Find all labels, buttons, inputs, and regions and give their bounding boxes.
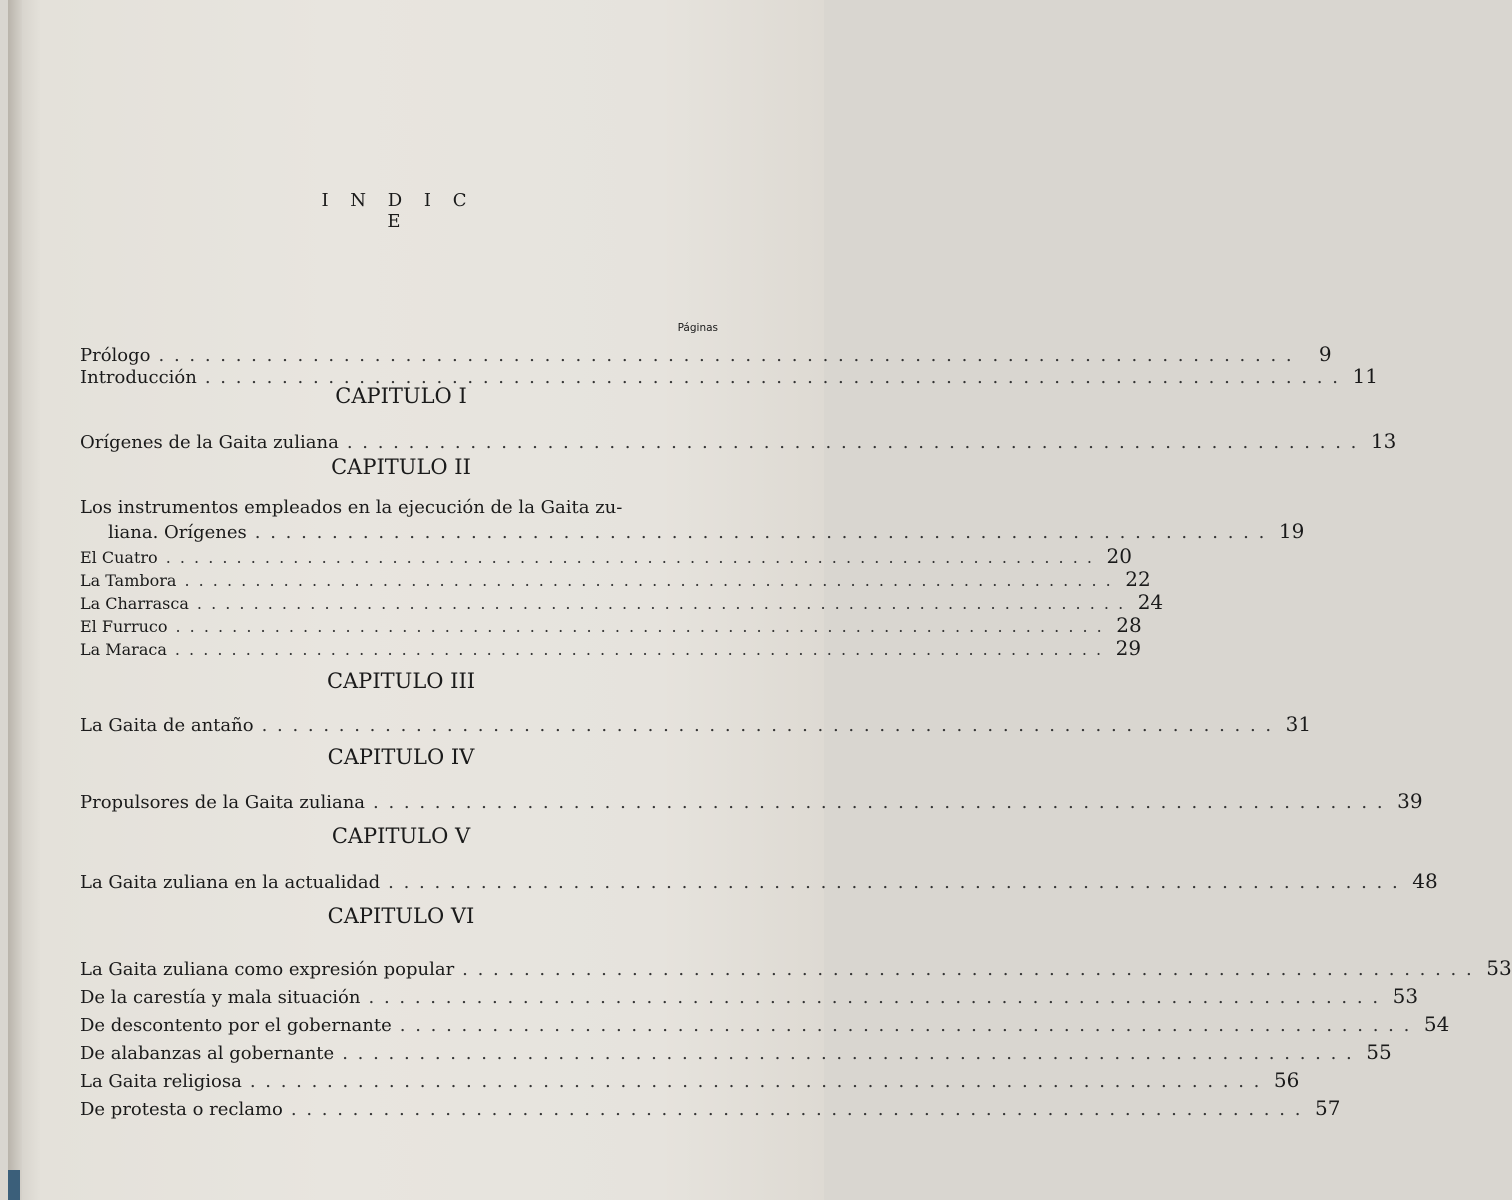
dot-leader: . . . . . . . . . . . . . . . . . . . . . . . . . . . . . . . . . . . . . . . . . . . . . . . . . . . . . . . . . . . . . . . . . . (462, 959, 1474, 980)
entry-label: De alabanzas al gobernante (80, 1043, 335, 1064)
toc-entry (80, 429, 1397, 454)
entry-label: Propulsores de la Gaita zuliana (80, 792, 366, 813)
entry-label: Introducción (80, 367, 197, 388)
entry-page: 29 (1115, 636, 1142, 660)
dot-leader: . . . . . . . . . . . . . . . . . . . . . . . . . . . . . . . . . . . . . . . . . . . . . . . . . . . . . . . . . . . . . . . . . . . . . . . . . . (158, 345, 1294, 366)
entry-page: 13 (1370, 429, 1397, 453)
entry-label: liana. Orígenes (108, 522, 247, 543)
dot-leader: . . . . . . . . . . . . . . . . . . . . . . . . . . . . . . . . . . . . . . . . . . . . . . . . . . . . . . . . . . . . . . . . . . (249, 1071, 1262, 1092)
entry-label: La Maraca (80, 640, 167, 659)
entry-label: Orígenes de la Gaita zuliana (80, 432, 339, 453)
entry-page: 24 (1137, 590, 1164, 614)
entry-page: 22 (1125, 567, 1151, 591)
toc-entry (108, 519, 1305, 544)
dot-leader: . . . . . . . . . . . . . . . . . . . . . . . . . . . . . . . . . . . . . . . . . . . . . . . . . . . . . . . . . . . . . . . . . . (388, 872, 1400, 893)
toc-entry (80, 789, 1423, 814)
entry-label: De descontento por el gobernante (80, 1015, 392, 1036)
dot-leader: . . . . . . . . . . . . . . . . . . . . . . . . . . . . . . . . . . . . . . . . . . . . . . . . . . . . . . . . . . . . . . . . . . . . . . . . . . (204, 367, 1340, 388)
dot-leader: . . . . . . . . . . . . . . . . . . . . . . . . . . . . . . . . . . . . . . . . . . . . . . . . . . . . . . . . . . . . . . . . . . (174, 640, 1104, 659)
entry-page: 19 (1278, 519, 1305, 543)
entry-page: 48 (1412, 869, 1438, 893)
toc-entry (80, 590, 1164, 615)
entry-page: 56 (1273, 1068, 1300, 1092)
dot-leader: . . . . . . . . . . . . . . . . . . . . . . . . . . . . . . . . . . . . . . . . . . . . . . . . . . . . . . . . . . . . . . . . . . (399, 1015, 1412, 1036)
toc-entry (80, 636, 1142, 661)
entry-page: 55 (1366, 1040, 1392, 1064)
entry-label: La Tambora (80, 571, 177, 590)
entry-label: Prólogo (80, 345, 151, 366)
entry-page: 54 (1423, 1012, 1450, 1036)
chapter-heading: CAPITULO V (331, 824, 471, 848)
dot-leader: . . . . . . . . . . . . . . . . . . . . . . . . . . . . . . . . . . . . . . . . . . . . . . . . . . . . . . . . . . . . . . . . . . (261, 715, 1274, 736)
toc-entry (80, 613, 1142, 638)
entry-label: El Furruco (80, 617, 168, 636)
chapter-heading: CAPITULO VI (327, 904, 475, 928)
entry-page: 20 (1106, 544, 1132, 568)
entry-label: La Gaita de antaño (80, 715, 254, 736)
entry-page: 39 (1397, 789, 1423, 813)
chapter-heading: CAPITULO I (335, 384, 467, 408)
dot-leader: . . . . . . . . . . . . . . . . . . . . . . . . . . . . . . . . . . . . . . . . . . . . . . . . . . . . . . . . . . . . . . . . . . (373, 792, 1385, 813)
background-corner (8, 1170, 20, 1200)
toc-entry (80, 984, 1419, 1009)
toc-entry (80, 1012, 1450, 1037)
book-page (8, 0, 1512, 1200)
entry-page: 11 (1352, 364, 1378, 388)
toc-entry (80, 956, 1512, 981)
toc-entry (80, 544, 1132, 569)
entry-label: La Gaita zuliana como expresión popular (80, 959, 455, 980)
chapter-heading: CAPITULO II (331, 455, 471, 479)
entry-page: 9 (1318, 342, 1332, 366)
entry-page: 53 (1486, 956, 1512, 980)
entry-page: 57 (1314, 1096, 1341, 1120)
entry-page: 31 (1285, 712, 1312, 736)
pages-column-label: Páginas (677, 322, 718, 334)
dot-leader: . . . . . . . . . . . . . . . . . . . . . . . . . . . . . . . . . . . . . . . . . . . . . . . . . . . . . . . . . . . . . . . . . . (368, 987, 1381, 1008)
toc-entry (80, 567, 1151, 592)
dot-leader: . . . . . . . . . . . . . . . . . . . . . . . . . . . . . . . . . . . . . . . . . . . . . . . . . . . . . . . . . . . . . . . . . . (342, 1043, 1354, 1064)
entry-label: La Gaita zuliana en la actualidad (80, 872, 381, 893)
dot-leader: . . . . . . . . . . . . . . . . . . . . . . . . . . . . . . . . . . . . . . . . . . . . . . . . . . . . . . . . . . . . . . . . . . (254, 522, 1267, 543)
toc-entry (80, 869, 1438, 894)
dot-leader: . . . . . . . . . . . . . . . . . . . . . . . . . . . . . . . . . . . . . . . . . . . . . . . . . . . . . . . . . . . . . . . . . . (175, 617, 1104, 636)
toc-entry-prologo (80, 342, 1332, 367)
entry-label: De protesta o reclamo (80, 1099, 283, 1120)
dot-leader: . . . . . . . . . . . . . . . . . . . . . . . . . . . . . . . . . . . . . . . . . . . . . . . . . . . . . . . . . . . . . . . . . . (196, 594, 1126, 613)
toc-entry (80, 1096, 1341, 1121)
entry-label: La Charrasca (80, 594, 189, 613)
index-title: I N D I C E (321, 190, 475, 232)
entry-label: El Cuatro (80, 548, 158, 567)
toc-entry (80, 1068, 1300, 1093)
page-binding-edge (8, 0, 22, 1200)
entry-label: De la carestía y mala situación (80, 987, 361, 1008)
chapter-heading: CAPITULO IV (327, 745, 475, 769)
chapter-heading: CAPITULO III (326, 669, 476, 693)
toc-entry (80, 1040, 1392, 1065)
dot-leader: . . . . . . . . . . . . . . . . . . . . . . . . . . . . . . . . . . . . . . . . . . . . . . . . . . . . . . . . . . . . . . . . . . (165, 548, 1094, 567)
toc-entry (80, 712, 1312, 737)
dot-leader: . . . . . . . . . . . . . . . . . . . . . . . . . . . . . . . . . . . . . . . . . . . . . . . . . . . . . . . . . . . . . . . . . . (290, 1099, 1303, 1120)
entry-label: La Gaita religiosa (80, 1071, 242, 1092)
toc-entry-first-line: Los instrumentos empleados en la ejecución de la Gaita zu- (80, 497, 623, 518)
dot-leader: . . . . . . . . . . . . . . . . . . . . . . . . . . . . . . . . . . . . . . . . . . . . . . . . . . . . . . . . . . . . . . . . . . (184, 571, 1113, 590)
entry-page: 53 (1392, 984, 1419, 1008)
entry-page: 28 (1116, 613, 1142, 637)
dot-leader: . . . . . . . . . . . . . . . . . . . . . . . . . . . . . . . . . . . . . . . . . . . . . . . . . . . . . . . . . . . . . . . . . . (346, 432, 1359, 453)
